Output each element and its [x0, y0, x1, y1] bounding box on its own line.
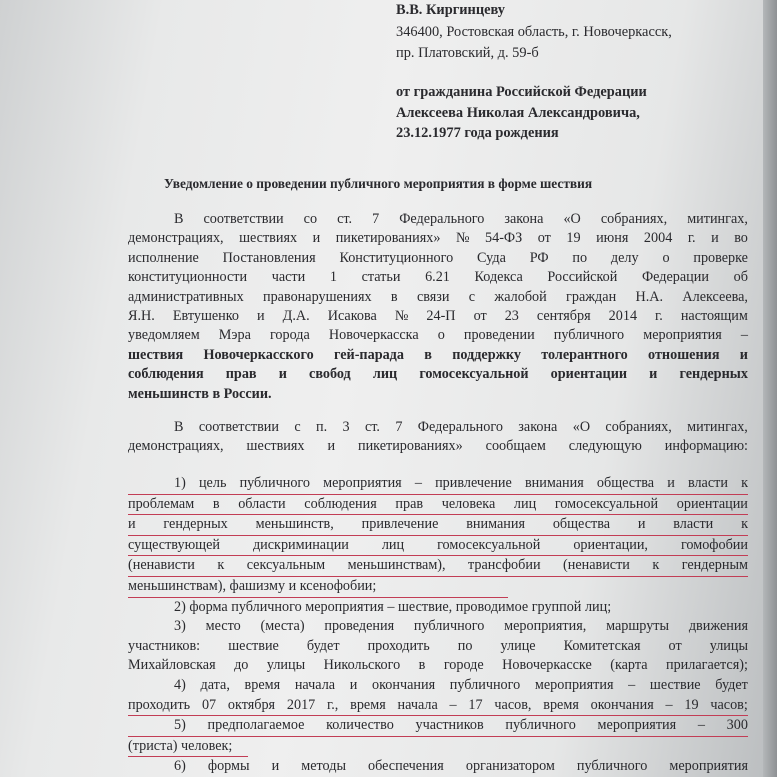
sender-line2: Алексеева Николая Александровича,: [396, 105, 640, 121]
paragraph-line: демонстрациях, шествиях и пикетированиях» № 54-ФЗ от 19 июня 2004 г. и во: [128, 230, 748, 247]
event-info-list: [128, 474, 748, 777]
paragraph-line: В соответствии с п. 3 ст. 7 Федерального закона «О собраниях, митингах,: [174, 419, 748, 435]
list-line: 4) дата, время начала и окончания публичного мероприятия – шествие будет: [174, 676, 748, 693]
paragraph-line: шествия Новочеркасского гей-парада в поддержку толерантного отношения и: [128, 346, 748, 363]
paragraph-line: меньшинств в России.: [128, 385, 272, 402]
paragraph-info-intro: [128, 418, 748, 457]
addressee-name: В.В. Киргинцеву: [396, 2, 505, 18]
paragraph-line: административных правонарушениях в связи с жалобой граждан Н.А. Алексеева,: [128, 288, 748, 305]
list-line: 3) место (места) проведения публичного мероприятия, маршруты движения: [174, 618, 748, 635]
list-line: 6) формы и методы обеспечения организатором публичного мероприятия: [174, 758, 748, 775]
paragraph-line: конституционности части 1 статьи 6.21 Кодекса Российской Федерации об: [128, 269, 748, 286]
paragraph-line: Я.Н. Евтушенко и Д.А. Исакова № 24-П от 23 сентября 2014 г. настоящим: [128, 307, 748, 324]
list-line: участников: шествие будет проходить по улице Комитетская от улицы: [128, 637, 748, 654]
paragraph-legal-basis: [128, 210, 748, 404]
sender-line3: 23.12.1977 года рождения: [396, 125, 559, 141]
paragraph-line: соблюдения прав и свобод лиц гомосексуальной ориентации и гендерных: [128, 366, 748, 383]
addressee-address-line1: 346400, Ростовская область, г. Новочеркасск,: [396, 24, 672, 40]
paragraph-line: исполнение Постановления Конституционного Суда РФ по делу о проверке: [128, 249, 748, 266]
list-line: меньшинствам), фашизму и ксенофобии;: [128, 577, 508, 598]
paragraph-line: В соответствии со ст. 7 Федерального закона «О собраниях, митингах,: [174, 211, 748, 227]
list-line: Михайловская до улицы Никольского в городе Новочеркасске (карта прилагается);: [128, 657, 748, 674]
list-line: 2) форма публичного мероприятия – шествие, проводимое группой лиц;: [174, 598, 612, 615]
list-line: (триста) человек;: [128, 737, 248, 758]
addressee-address-line2: пр. Платовский, д. 59-б: [396, 45, 539, 61]
list-line: 5) предполагаемое количество участников публичного мероприятия – 300: [128, 716, 748, 737]
list-line: проходить 07 октября 2017 г., время начала – 17 часов, время окончания – 19 часов;: [128, 696, 748, 717]
list-line: проблемам в области соблюдения прав человека лиц гомосексуальной ориентации: [128, 495, 748, 516]
list-line: и гендерных меньшинств, привлечение внимания общества и власти к: [128, 515, 748, 536]
list-line: 1) цель публичного мероприятия – привлечение внимания общества и власти к: [128, 474, 748, 495]
sender-line1: от гражданина Российской Федерации: [396, 84, 647, 100]
paragraph-line: уведомляем Мэра города Новочеркасска о проведении публичного мероприятия –: [128, 327, 748, 344]
document-title: Уведомление о проведении публичного мероприятия в форме шествия: [164, 176, 593, 191]
list-line: (ненависти к сексуальным меньшинствам), трансфобии (ненависти к гендерным: [128, 556, 748, 577]
paragraph-line: демонстрациях, шествиях и пикетированиях» сообщаем следующую информацию:: [128, 438, 748, 455]
list-line: существующей дискриминации лиц гомосексуальной ориентации, гомофобии: [128, 536, 748, 557]
